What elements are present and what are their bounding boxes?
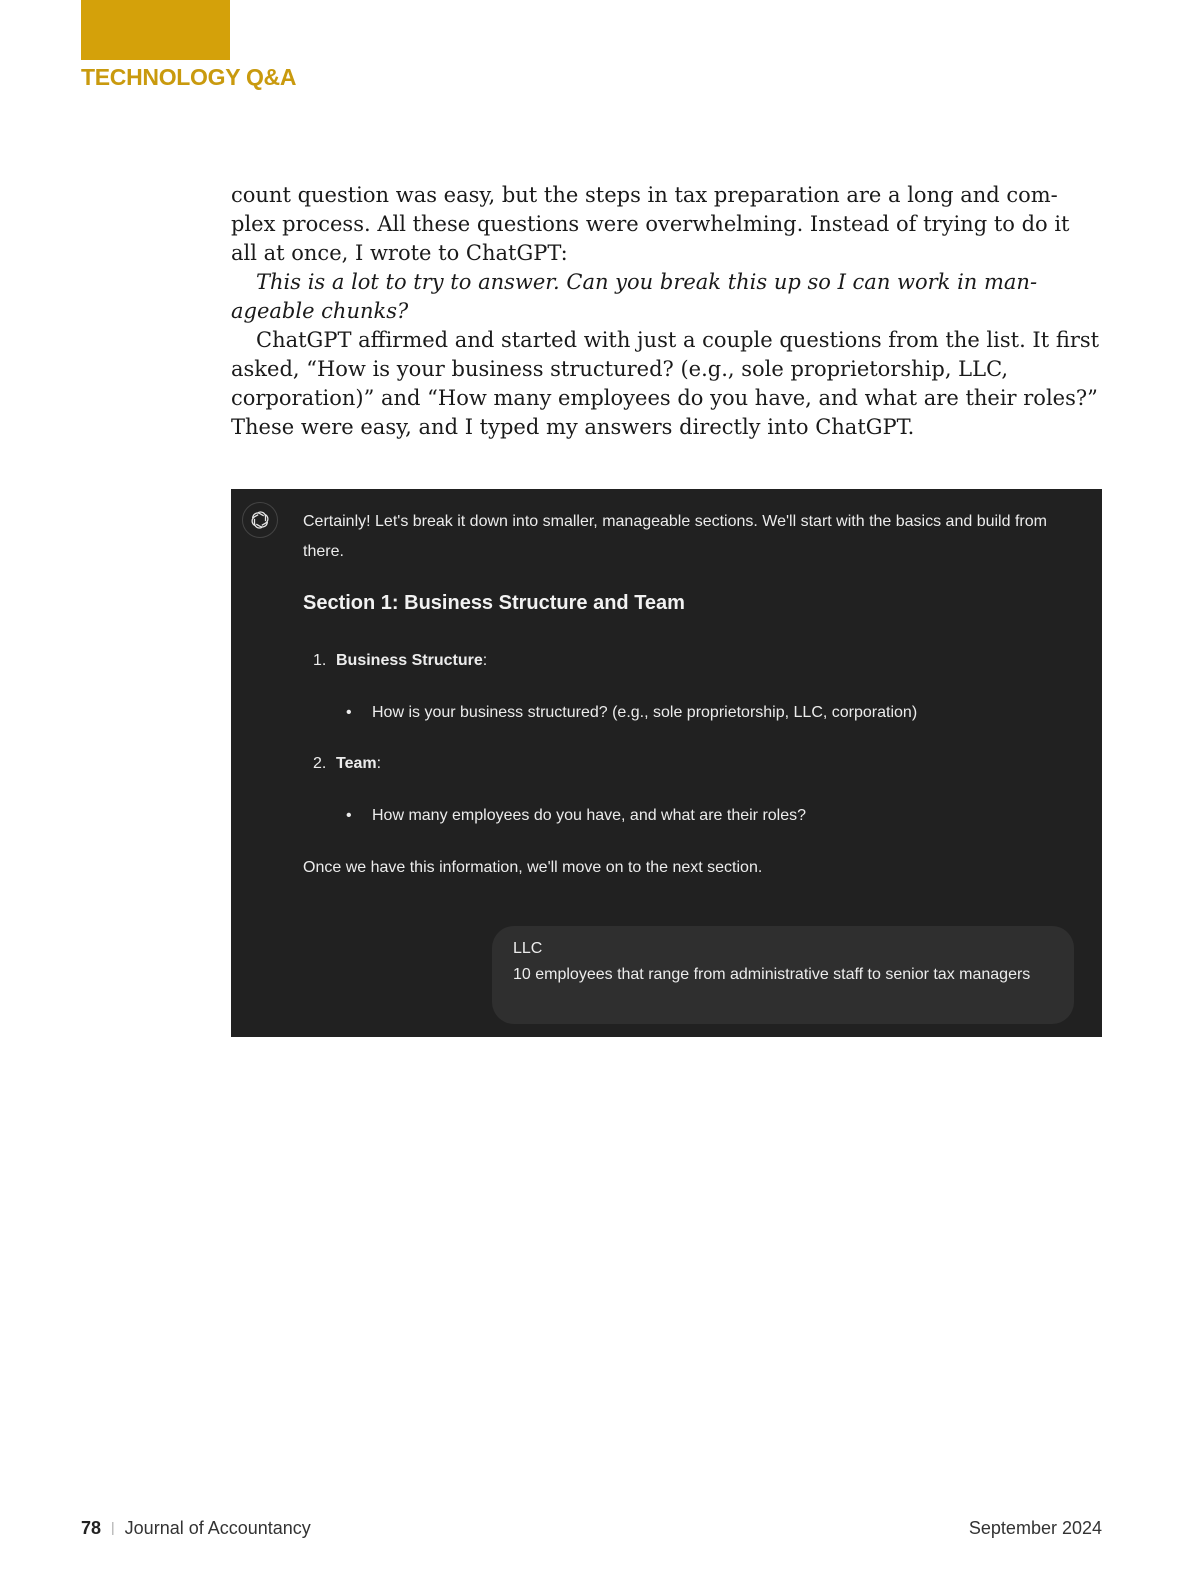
user-message-line: 10 employees that range from administrative staff to senior tax managers	[513, 966, 1031, 983]
bullet-icon: •	[346, 807, 352, 824]
bullet-item	[346, 805, 806, 827]
bullet-icon: •	[346, 704, 352, 721]
openai-logo-icon	[242, 502, 278, 538]
item-title: Business Structure	[336, 652, 483, 669]
article-paragraph: ChatGPT affirmed and started with just a couple questions from the list. It first asked, “How is your business structured? (e.g., sole proprietorship, LLC, corporation)” and “How many employees do you have, and what are their roles?” These were easy, and I typed my answers directly into ChatGPT.	[231, 328, 1100, 439]
item-colon: :	[482, 652, 488, 669]
numbered-item	[313, 753, 381, 775]
assistant-intro-text: Certainly! Let's break it down into smaller, manageable sections. We'll start with the basics and build from there.	[303, 513, 1047, 560]
publication-name: Journal of Accountancy	[124, 1518, 311, 1538]
item-title: Team	[336, 755, 377, 772]
bullet-item	[346, 702, 917, 724]
numbered-item	[313, 650, 487, 672]
section-label: TECHNOLOGY Q&A	[81, 64, 297, 90]
header-accent-bar	[81, 0, 230, 60]
article-body	[231, 181, 1101, 442]
assistant-intro	[303, 507, 1083, 567]
footer-separator: |	[111, 1519, 115, 1535]
article-prompt-quote: This is a lot to try to answer. Can you break this up so I can work in man- ageable chunks?	[231, 270, 1038, 323]
issue-date: September 2024	[968, 1518, 1102, 1538]
bullet-text: How many employees do you have, and what are their roles?	[372, 807, 807, 824]
chatgpt-screenshot	[231, 489, 1102, 1037]
footer-left	[81, 1518, 311, 1539]
user-message-bubble	[492, 926, 1074, 1024]
page-number: 78	[81, 1518, 102, 1538]
item-number: 1.	[313, 652, 327, 669]
item-colon: :	[376, 755, 382, 772]
user-message-line: LLC	[513, 940, 543, 957]
assistant-closing: Once we have this information, we'll move on to the next section.	[303, 859, 763, 876]
article-paragraph: count question was easy, but the steps in tax preparation are a long and com- plex process. All these questions were overwhelming. Instead of trying to do it all at once, I wrote to ChatGPT:	[231, 183, 1070, 265]
item-number: 2.	[313, 755, 327, 772]
chat-section-heading: Section 1: Business Structure and Team	[303, 592, 685, 614]
bullet-text: How is your business structured? (e.g., sole proprietorship, LLC, corporation)	[372, 704, 918, 721]
